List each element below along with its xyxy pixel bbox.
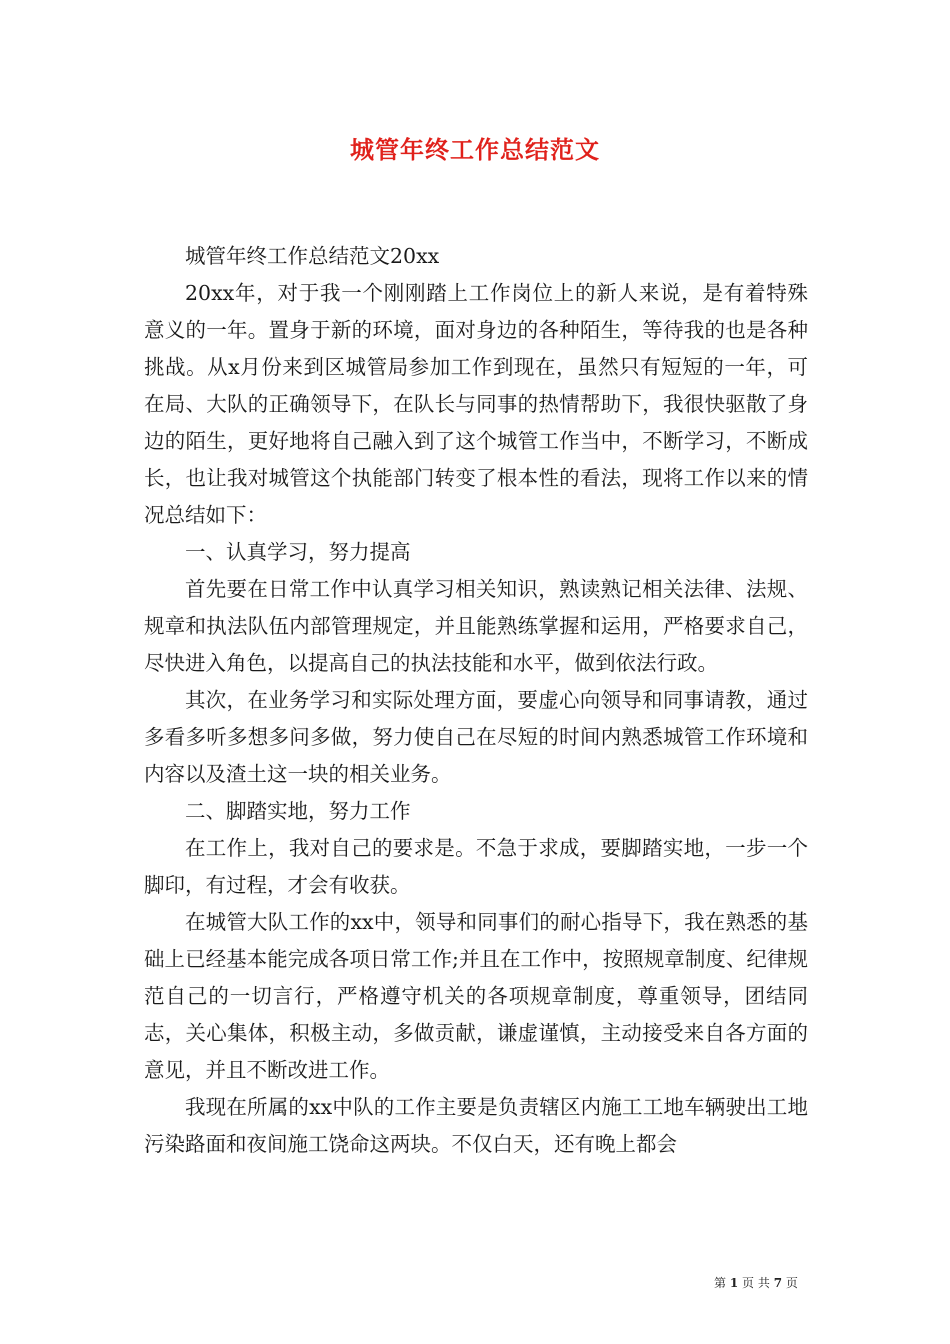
page-footer bbox=[714, 1275, 798, 1291]
section-heading-2: 二、脚踏实地，努力工作 bbox=[185, 799, 411, 823]
paragraph-intro: 20xx年，对于我一个刚刚踏上工作岗位上的新人来说，是有着特殊意义的一年。置身于新的环境，面对身边的各种陌生，等待我的也是各种挑战。从x月份来到区城管局参加工作到现在，虽然只有短短的一年，可在局、大队的正确领导下，在队长与同事的热情帮助下，我很快驱散了身边的陌生，更好地将自己融入到了这个城管工作当中，不断学习，不断成长，也让我对城管这个执能部门转变了根本性的看法，现将工作以来的情况总结如下： bbox=[144, 281, 808, 527]
paragraph: 我现在所属的xx中队的工作主要是负责辖区内施工工地车辆驶出工地污染路面和夜间施工饶命这两块。不仅白天，还有晚上都会 bbox=[144, 1095, 808, 1156]
paragraph: 在城管大队工作的xx中，领导和同事们的耐心指导下，我在熟悉的基础上已经基本能完成各项日常工作;并且在工作中，按照规章制度、纪律规范自己的一切言行，严格遵守机关的各项规章制度，尊重领导，团结同志，关心集体，积极主动，多做贡献，谦虚谨慎，主动接受来自各方面的意见，并且不断改进工作。 bbox=[144, 910, 808, 1082]
paragraph-heading-line: 城管年终工作总结范文20xx bbox=[185, 244, 440, 268]
paragraph: 在工作上，我对自己的要求是。不急于求成，要脚踏实地，一步一个脚印，有过程，才会有收获。 bbox=[144, 836, 808, 897]
document-body bbox=[144, 238, 808, 1163]
paragraph: 其次，在业务学习和实际处理方面，要虚心向领导和同事请教，通过多看多听多想多问多做，努力使自己在尽短的时间内熟悉城管工作环境和内容以及渣土这一块的相关业务。 bbox=[144, 688, 808, 786]
paragraph: 首先要在日常工作中认真学习相关知识，熟读熟记相关法律、法规、规章和执法队伍内部管理规定，并且能熟练掌握和运用，严格要求自己，尽快进入角色，以提高自己的执法技能和水平，做到依法行政。 bbox=[144, 577, 808, 675]
page-label-suffix: 页 bbox=[785, 1276, 798, 1290]
total-page-number: 7 bbox=[773, 1276, 783, 1290]
page-label-middle: 页 共 bbox=[742, 1276, 770, 1290]
document-title: 城管年终工作总结范文 bbox=[350, 136, 600, 164]
page-label-prefix: 第 bbox=[714, 1276, 727, 1290]
section-heading-1: 一、认真学习，努力提高 bbox=[185, 540, 411, 564]
current-page-number: 1 bbox=[729, 1276, 739, 1290]
